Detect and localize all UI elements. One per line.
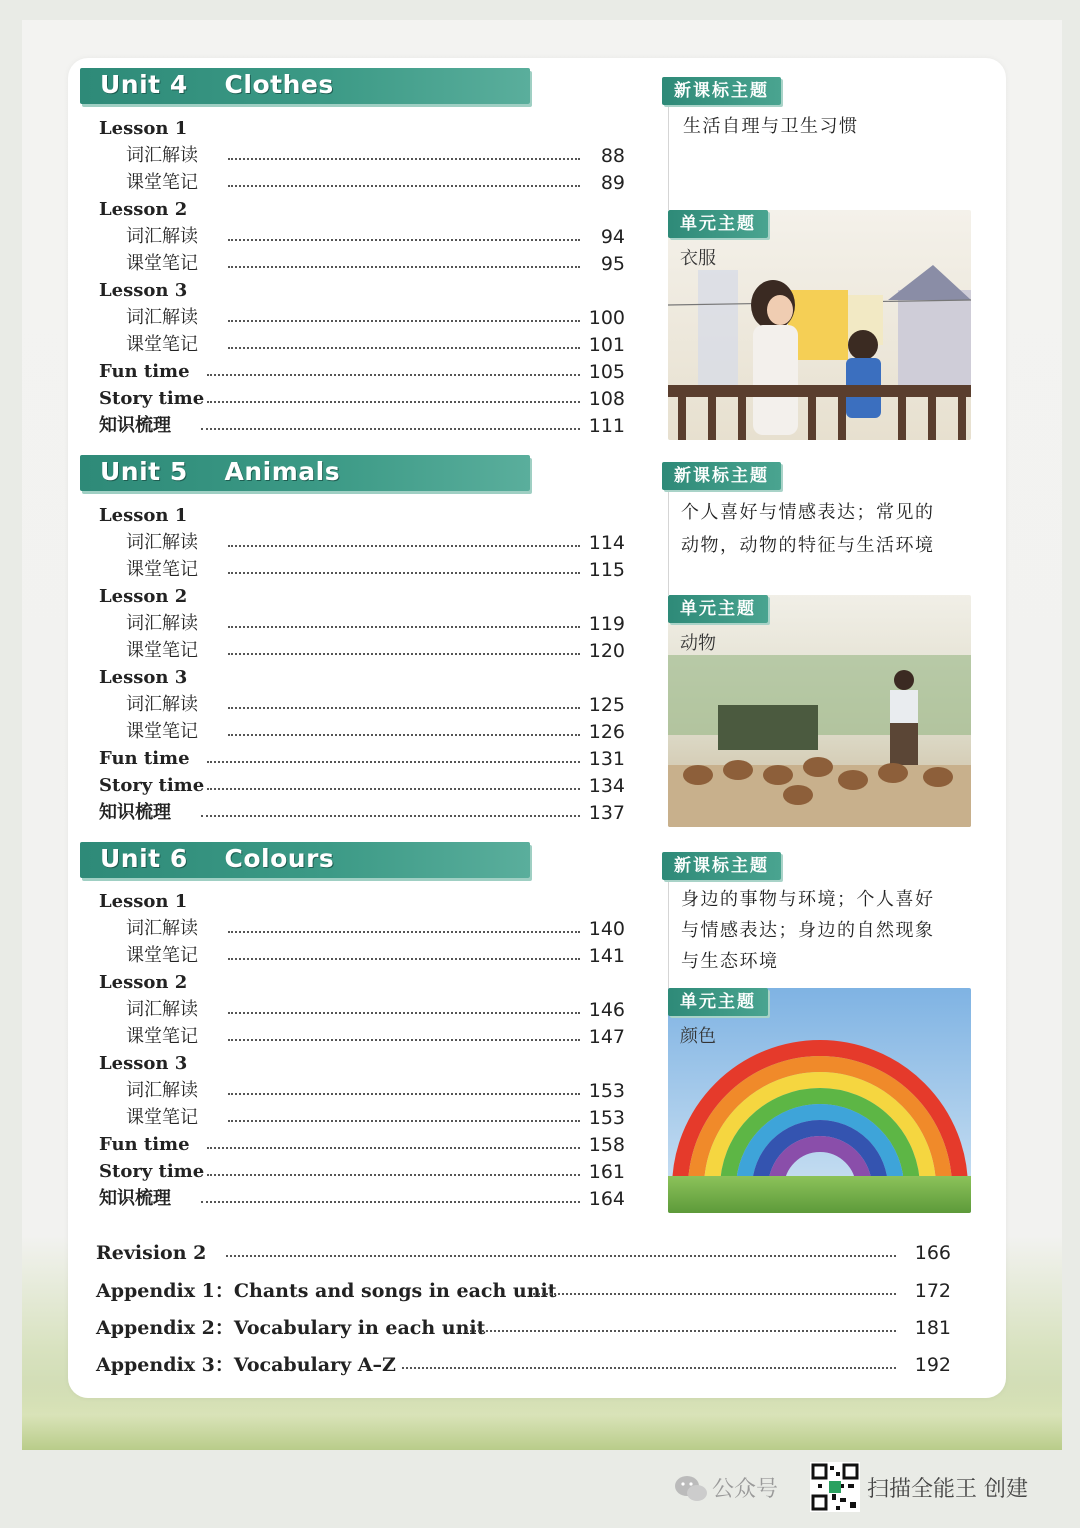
toc-entry: [126, 1078, 625, 1104]
toc-entry: [99, 1051, 625, 1077]
toc-entry: [99, 197, 625, 223]
toc-entry-page: 89: [600, 172, 625, 194]
dot-leader: [201, 1201, 580, 1203]
toc-entry-page: 147: [588, 1026, 625, 1048]
qr-code-icon: [810, 1462, 860, 1512]
unit-theme-tag: 单元主题: [668, 595, 768, 623]
toc-entry-page: 111: [588, 415, 625, 437]
curriculum-theme-text: [683, 110, 859, 143]
unit-theme-illustration: [668, 595, 971, 827]
toc-entry: [126, 611, 625, 637]
toc-entry-page: 95: [600, 253, 625, 275]
toc-entry-page: 153: [588, 1107, 625, 1129]
toc-entry-label: 知识梳理: [99, 802, 171, 823]
unit-theme-label: 衣服: [680, 248, 716, 269]
toc-entry-page: 88: [600, 145, 625, 167]
curriculum-theme-line: 身边的事物与环境；个人喜好: [681, 889, 935, 910]
toc-entry-label: 课堂笔记: [126, 253, 198, 274]
appendix-entry-label: Appendix 3：Vocabulary A–Z: [96, 1354, 396, 1376]
toc-entry: [126, 692, 625, 718]
watermark-label: 公众号: [712, 1477, 779, 1502]
unit-title: Unit 6 Colours: [100, 844, 335, 873]
dot-leader: [201, 428, 580, 430]
toc-entry: [99, 413, 625, 439]
toc-entry-page: 94: [600, 226, 625, 248]
dot-leader: [228, 1120, 580, 1122]
toc-entry-page: 146: [588, 999, 625, 1021]
toc-entry: [99, 746, 625, 772]
appendix-entry: [96, 1239, 951, 1267]
toc-entry-page: 131: [588, 748, 625, 770]
toc-entry: [99, 278, 625, 304]
dot-leader: [207, 1174, 580, 1176]
toc-entry: [126, 251, 625, 277]
dot-leader: [226, 1255, 896, 1257]
toc-entry: [99, 503, 625, 529]
toc-entry: [99, 116, 625, 142]
dot-leader: [207, 761, 580, 763]
toc-entry-label: Story time: [99, 388, 205, 409]
toc-entry: [126, 557, 625, 583]
toc-entry: [99, 1159, 625, 1185]
appendix-entry: [96, 1351, 951, 1379]
toc-entry: [126, 170, 625, 196]
toc-entry: [126, 719, 625, 745]
toc-entry: [126, 1105, 625, 1131]
toc-entry-label: Fun time: [99, 1134, 190, 1155]
toc-entry-label: 课堂笔记: [126, 559, 198, 580]
curriculum-theme-line: 动物，动物的特征与生活环境: [681, 535, 935, 556]
toc-entry-page: 137: [588, 802, 625, 824]
toc-entry: [126, 916, 625, 942]
wechat-icon: [674, 1474, 708, 1504]
toc-entry-label: Fun time: [99, 748, 190, 769]
toc-entry-page: 101: [588, 334, 625, 356]
dot-leader: [228, 626, 580, 628]
curriculum-theme-line: 个人喜好与情感表达；常见的: [681, 502, 935, 523]
toc-entry: [126, 638, 625, 664]
toc-entry-label: Story time: [99, 775, 205, 796]
unit-theme-illustration: [668, 210, 971, 440]
curriculum-theme-line: 生活自理与卫生习惯: [683, 116, 859, 137]
dot-leader: [207, 374, 580, 376]
watermark: [672, 1462, 1062, 1512]
dot-leader: [207, 788, 580, 790]
toc-entry-page: 119: [588, 613, 625, 635]
dot-leader: [228, 1093, 580, 1095]
toc-entry: [99, 1186, 625, 1212]
toc-entry-label: 词汇解读: [126, 307, 198, 328]
toc-entry-page: 140: [588, 918, 625, 940]
toc-entry-label: Lesson 1: [99, 891, 188, 912]
appendix-entry-label: Appendix 1：Chants and songs in each unit: [96, 1280, 557, 1302]
unit-theme-label: 动物: [680, 633, 716, 654]
curriculum-theme-line: 与生态环境: [681, 951, 779, 972]
toc-entry-label: 词汇解读: [126, 694, 198, 715]
dot-leader: [228, 958, 580, 960]
appendix-entry: [96, 1314, 951, 1342]
toc-entry-label: 词汇解读: [126, 613, 198, 634]
appendix-entry-page: 192: [914, 1354, 951, 1376]
toc-entry: [99, 665, 625, 691]
toc-entry-label: 词汇解读: [126, 918, 198, 939]
toc-entry: [126, 1024, 625, 1050]
toc-entry-label: 词汇解读: [126, 999, 198, 1020]
dot-leader: [228, 734, 580, 736]
toc-entry-label: Lesson 3: [99, 280, 188, 301]
dot-leader: [228, 239, 580, 241]
unit-title: Unit 4 Clothes: [100, 70, 334, 99]
toc-entry-page: 105: [588, 361, 625, 383]
toc-entry: [126, 530, 625, 556]
toc-entry-page: 126: [588, 721, 625, 743]
dot-leader: [228, 545, 580, 547]
appendix-entry-page: 166: [914, 1242, 951, 1264]
toc-entry: [99, 970, 625, 996]
unit-theme-tag: 单元主题: [668, 988, 768, 1016]
toc-entry-label: Lesson 1: [99, 505, 188, 526]
toc-entry-page: 100: [588, 307, 625, 329]
dot-leader: [402, 1367, 896, 1369]
toc-entry: [99, 1132, 625, 1158]
toc-entry-label: 课堂笔记: [126, 640, 198, 661]
unit-theme-tag: 单元主题: [668, 210, 768, 238]
curriculum-theme-tag: 新课标主题: [662, 462, 781, 490]
toc-entry-label: 知识梳理: [99, 1188, 171, 1209]
appendix-entry-page: 172: [914, 1280, 951, 1302]
unit-theme-illustration: [668, 988, 971, 1213]
toc-entry-label: 课堂笔记: [126, 172, 198, 193]
unit-banner: [80, 68, 530, 104]
toc-entry-label: 知识梳理: [99, 415, 171, 436]
toc-entry-page: 153: [588, 1080, 625, 1102]
toc-entry: [99, 773, 625, 799]
unit-banner: [80, 842, 530, 878]
unit-theme-label: 颜色: [680, 1026, 716, 1047]
toc-entry-page: 120: [588, 640, 625, 662]
dot-leader: [228, 320, 580, 322]
curriculum-theme-tag: 新课标主题: [662, 852, 781, 880]
unit-banner: [80, 455, 530, 491]
dot-leader: [228, 266, 580, 268]
dot-leader: [207, 1147, 580, 1149]
toc-entry-page: 141: [588, 945, 625, 967]
toc-entry-page: 158: [588, 1134, 625, 1156]
appendix-entry-label: Revision 2: [96, 1242, 207, 1264]
toc-entry-label: Fun time: [99, 361, 190, 382]
curriculum-theme-text: [681, 884, 935, 977]
toc-entry: [99, 584, 625, 610]
toc-entry: [126, 943, 625, 969]
toc-entry-page: 125: [588, 694, 625, 716]
dot-leader: [228, 1039, 580, 1041]
dot-leader: [207, 401, 580, 403]
toc-entry: [126, 332, 625, 358]
toc-entry: [99, 359, 625, 385]
toc-entry-label: 课堂笔记: [126, 721, 198, 742]
toc-entry-page: 164: [588, 1188, 625, 1210]
dot-leader: [228, 1012, 580, 1014]
toc-entry: [99, 386, 625, 412]
toc-entry-label: Lesson 2: [99, 972, 188, 993]
toc-entry-label: Lesson 2: [99, 586, 188, 607]
toc-entry-page: 108: [588, 388, 625, 410]
toc-entry-label: 词汇解读: [126, 226, 198, 247]
appendix-entry: [96, 1277, 951, 1305]
toc-entry-page: 134: [588, 775, 625, 797]
toc-entry-label: Lesson 1: [99, 118, 188, 139]
toc-entry-label: 课堂笔记: [126, 1026, 198, 1047]
toc-entry-label: Lesson 3: [99, 667, 188, 688]
toc-entry-page: 115: [588, 559, 625, 581]
toc-entry-label: 词汇解读: [126, 145, 198, 166]
toc-entry-label: 课堂笔记: [126, 1107, 198, 1128]
toc-entry-label: Lesson 3: [99, 1053, 188, 1074]
dot-leader: [466, 1330, 896, 1332]
curriculum-theme-tag: 新课标主题: [662, 77, 781, 105]
dot-leader: [228, 572, 580, 574]
toc-entry: [126, 997, 625, 1023]
toc-entry-page: 161: [588, 1161, 625, 1183]
appendix-entry-page: 181: [914, 1317, 951, 1339]
dot-leader: [201, 815, 580, 817]
toc-entry: [99, 889, 625, 915]
dot-leader: [228, 931, 580, 933]
curriculum-theme-text: [681, 496, 935, 562]
toc-entry: [126, 305, 625, 331]
dot-leader: [228, 707, 580, 709]
watermark-brand: 扫描全能王 创建: [867, 1477, 1028, 1502]
toc-entry-label: Lesson 2: [99, 199, 188, 220]
toc-entry: [126, 143, 625, 169]
toc-entry-label: 词汇解读: [126, 1080, 198, 1101]
dot-leader: [228, 158, 580, 160]
toc-entry-label: Story time: [99, 1161, 205, 1182]
unit-title: Unit 5 Animals: [100, 457, 341, 486]
appendix-entry-label: Appendix 2：Vocabulary in each unit: [96, 1317, 486, 1339]
curriculum-theme-line: 与情感表达；身边的自然现象: [681, 920, 935, 941]
toc-entry-label: 课堂笔记: [126, 334, 198, 355]
dot-leader: [228, 185, 580, 187]
dot-leader: [533, 1293, 896, 1295]
dot-leader: [228, 347, 580, 349]
toc-entry: [126, 224, 625, 250]
toc-entry: [99, 800, 625, 826]
toc-entry-label: 词汇解读: [126, 532, 198, 553]
dot-leader: [228, 653, 580, 655]
toc-entry-label: 课堂笔记: [126, 945, 198, 966]
toc-entry-page: 114: [588, 532, 625, 554]
